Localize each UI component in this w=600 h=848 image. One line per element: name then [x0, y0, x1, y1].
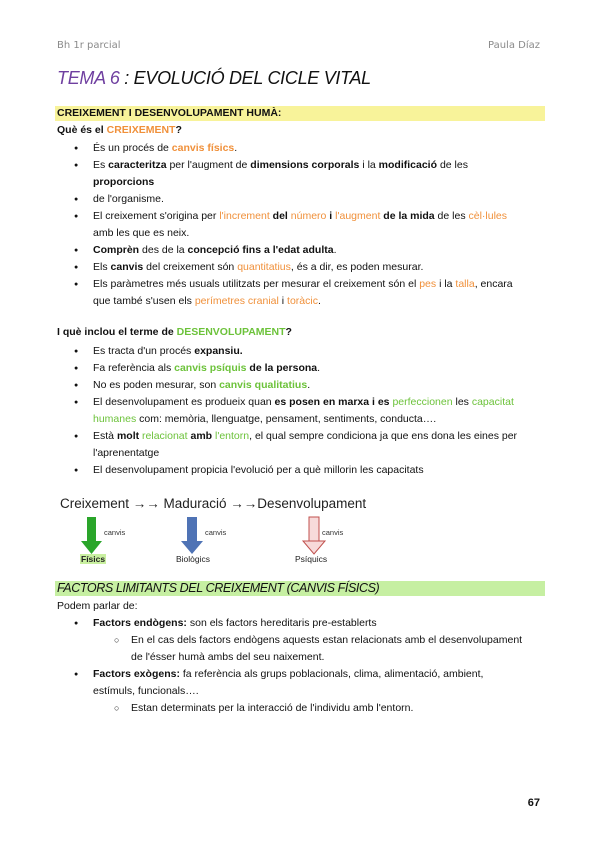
text-run: . [333, 244, 337, 256]
q2-b: ? [285, 326, 292, 338]
text-run: Fa referència als [93, 362, 175, 374]
text-run: l'entorn [215, 430, 250, 442]
text-run: expansiu. [194, 345, 243, 357]
text-run: de les [434, 210, 469, 222]
text-run: perímetres cranial [194, 295, 279, 307]
text-run: . [307, 379, 311, 391]
text-run: Factors endògens: [93, 617, 187, 629]
text-run: i [278, 295, 288, 307]
biologics-label: Biològics [176, 554, 211, 564]
text-run: No es poden mesurar, son [93, 379, 220, 391]
list-item [57, 394, 527, 428]
section2-heading: FACTORS LIMITANTS DEL CREIXEMENT (CANVIS FÍSICS) [55, 581, 545, 596]
text-run: fa referència als grups poblacionals, clima, alimentació, ambient, estímuls, funcionals…. [93, 668, 484, 697]
factors-list [57, 615, 527, 717]
text-run: quantitatius [237, 261, 291, 273]
text-run: amb [187, 430, 215, 442]
green-arrow-icon [81, 517, 102, 554]
text-run: És un procés de [93, 142, 172, 154]
text-run: perfeccionen [392, 396, 453, 408]
text-run: Comprèn [93, 244, 140, 256]
text-run: dimensions corporals [250, 159, 360, 171]
text-run: de l'organisme. [93, 193, 164, 205]
text-run: cèl·lules [468, 210, 508, 222]
text-run: En el cas dels factors endògens aquests estan relacionats amb el desenvolupament de l'ésser humà ambs del seu naixement. [131, 634, 523, 663]
text-run: Estan determinats per la interacció de l'individu amb l'entorn. [131, 702, 414, 714]
text-run: de la mida [380, 210, 435, 222]
creixement-list [57, 140, 527, 310]
text-run: canvis físics [171, 142, 235, 154]
list-item [57, 208, 527, 242]
desenvolupament-list [57, 343, 527, 479]
text-run: Els paràmetres més usuals utilitzats per mesurar el creixement són el [93, 278, 420, 290]
text-run: canvis qualitatius [219, 379, 308, 391]
title-number: TEMA 6 [57, 68, 120, 88]
list-item [57, 276, 527, 310]
sub-list-item [57, 700, 527, 717]
title-text: EVOLUCIÓ DEL CICLE VITAL [133, 68, 371, 88]
text-run: pes [419, 278, 437, 290]
text-run: Es tracta d'un procés [93, 345, 195, 357]
text-run: les [452, 396, 472, 408]
sub-list-item [57, 632, 527, 666]
text-run: amb les que es neix. [93, 227, 190, 239]
list-item [57, 666, 527, 700]
text-run: com: memòria, llenguatge, pensament, sentiments, conducta…. [136, 413, 437, 425]
text-run: Factors exògens: [93, 668, 180, 680]
text-run: Es [93, 159, 109, 171]
list-item [57, 343, 527, 360]
canvis-label-2: canvis [205, 528, 227, 537]
text-run: . [317, 295, 321, 307]
list-item [57, 462, 527, 479]
text-run: número [290, 210, 327, 222]
text-run: , encara que també s'usen els [93, 278, 513, 307]
text-run: Els [93, 261, 111, 273]
text-run: . [317, 362, 321, 374]
text-run: des de la [139, 244, 188, 256]
q2-highlight: DESENVOLUPAMENT [176, 326, 286, 338]
title-separator: : [119, 68, 134, 88]
list-item [57, 259, 527, 276]
canvis-label-1: canvis [104, 528, 126, 537]
list-item [57, 191, 527, 208]
list-item [57, 140, 527, 157]
text-run: toràcic [287, 295, 318, 307]
text-run: i [326, 210, 336, 222]
list-item [57, 377, 527, 394]
text-run: . [234, 142, 238, 154]
q1-highlight: CREIXEMENT [106, 124, 176, 136]
text-run: El desenvolupament propicia l'evolució per a què millorin les capacitats [93, 464, 424, 476]
q2-a: I què inclou el terme de [57, 326, 177, 338]
text-run: canvis psíquis [174, 362, 247, 374]
text-run: concepció fins a l'edat adulta [187, 244, 334, 256]
text-run: de les [437, 159, 468, 171]
page-number: 67 [527, 797, 540, 809]
list-item [57, 157, 527, 191]
header-left: Bh 1r parcial [57, 40, 121, 51]
text-run: El desenvolupament es produeix quan [93, 396, 275, 408]
flow-diagram-text: Creixement →→ Maduració →→Desenvolupament [60, 496, 367, 511]
text-run: de la persona [246, 362, 318, 374]
blue-arrow-icon [181, 517, 203, 554]
question-creixement [57, 124, 182, 136]
list-item [57, 242, 527, 259]
text-run: i la [436, 278, 456, 290]
page-title [57, 68, 371, 89]
text-run: , el qual sempre condiciona ja que ens dona les eines per l'aprenentatge [93, 430, 518, 459]
text-run: del [269, 210, 291, 222]
text-run: caracteritza [108, 159, 167, 171]
section2-intro: Podem parlar de: [57, 600, 138, 612]
text-run: del creixement són [143, 261, 238, 273]
text-run: , és a dir, es poden mesurar. [290, 261, 424, 273]
text-run: El creixement s'origina per [93, 210, 220, 222]
text-run: modificació [378, 159, 438, 171]
text-run: l'increment [219, 210, 270, 222]
text-run: molt [116, 430, 140, 442]
text-run: per l'augment de [166, 159, 251, 171]
section1-heading: CREIXEMENT I DESENVOLUPAMENT HUMÀ: [55, 106, 545, 121]
fisics-label: Físics [81, 554, 106, 564]
q1-a: Què és el [57, 124, 107, 136]
canvis-label-3: canvis [322, 528, 344, 537]
text-run: talla [455, 278, 475, 290]
question-desenvolupament [57, 326, 292, 338]
list-item [57, 428, 527, 462]
text-run: canvis [110, 261, 144, 273]
psiquics-label: Psíquics [295, 554, 328, 564]
text-run: capacitat humanes [93, 396, 514, 425]
text-run: i la [359, 159, 379, 171]
text-run: Està [93, 430, 117, 442]
text-run: relacionat [142, 430, 188, 442]
list-item [57, 615, 527, 632]
text-run: proporcions [93, 176, 155, 188]
list-item [57, 360, 527, 377]
header-right: Paula Díaz [488, 40, 540, 51]
text-run: son els factors hereditaris pre-establerts [186, 617, 377, 629]
text-run: l'augment [335, 210, 381, 222]
text-run: es posen en marxa i es [274, 396, 390, 408]
q1-b: ? [175, 124, 182, 136]
